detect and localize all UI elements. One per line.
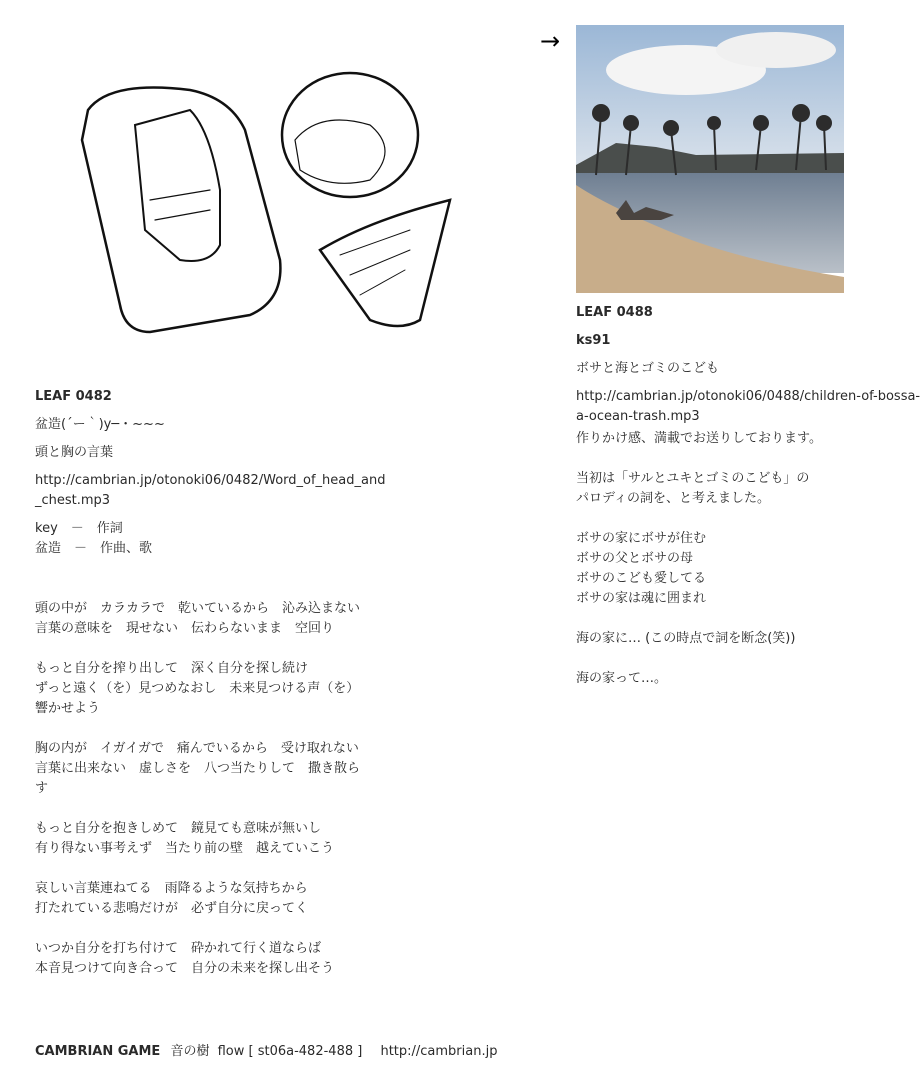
leaf-mp3-link[interactable]: [576, 387, 920, 427]
blank-line: [576, 609, 880, 629]
text-line: 打たれている悲鳴だけが 必ず自分に戻ってく: [35, 901, 309, 916]
blank-line: [35, 639, 515, 659]
text-line: 頭の中が カラカラで 乾いているから 沁み込まない: [35, 601, 361, 616]
text-line: いつか自分を打ち付けて 砕かれて行く道ならば: [35, 941, 322, 956]
blank-line: [35, 919, 515, 939]
text-line: パロディの詞を、と考えました。: [576, 491, 770, 506]
blank-line: [576, 449, 880, 469]
text-line: もっと自分を搾り出して 深く自分を探し続け: [35, 661, 309, 676]
url-line[interactable]: a-ocean-trash.mp3: [576, 409, 700, 424]
text-line: もっと自分を抱きしめて 鏡見ても意味が無いし: [35, 821, 322, 836]
text-line: 作りかけ感、満載でお送りしております。: [576, 431, 822, 446]
leaf-id: LEAF 0488: [576, 305, 653, 320]
url-line[interactable]: _chest.mp3: [35, 493, 111, 508]
next-leaf-arrow-icon[interactable]: →: [540, 27, 561, 55]
leaf-0482-artwork: [70, 70, 460, 340]
text-line: 響かせよう: [35, 701, 101, 716]
leaf-mp3-link[interactable]: [35, 471, 515, 511]
text-line: ボサのこども愛してる: [576, 571, 707, 586]
blank-line: [576, 509, 880, 529]
text-line: 哀しい言葉連ねてる 雨降るような気持ちから: [35, 881, 308, 896]
text-line: 海の家って…。: [576, 671, 668, 686]
text-line: 胸の内が イガイガで 痛んでいるから 受け取れない: [35, 741, 359, 756]
credit-line: key － 作詞: [35, 521, 123, 536]
lyrics: [35, 599, 515, 979]
text-line: 本音見つけて向き合って 自分の未来を探し出そう: [35, 961, 335, 976]
leaf-0488-photo: [576, 25, 844, 293]
blank-line: [35, 859, 515, 879]
blank-line: [35, 719, 515, 739]
blank-line: [35, 799, 515, 819]
text-line: ずっと遠く（を）見つめなおし 未来見つける声（を）: [35, 681, 360, 696]
leaf-title: 頭と胸の言葉: [35, 445, 114, 460]
leaf-comment: [576, 429, 880, 689]
footer-flow: flow [ st06a-482-488 ]: [217, 1044, 363, 1059]
leaf-author[interactable]: ks91: [576, 333, 611, 348]
text-line: 海の家に… (この時点で詞を断念(笑)): [576, 631, 796, 646]
footer-tree: 音の樹: [170, 1044, 210, 1059]
text-line: 言葉の意味を 現せない 伝わらないまま 空回り: [35, 621, 335, 636]
footer: [35, 1042, 497, 1062]
blank-line: [576, 649, 880, 669]
text-line: 当初は「サルとユキとゴミのこども」の: [576, 471, 810, 486]
credit-line: 盆造 － 作曲、歌: [35, 541, 153, 556]
footer-site-link[interactable]: http://cambrian.jp: [380, 1044, 498, 1059]
text-line: ボサの家にボサが住む: [576, 531, 707, 546]
url-line[interactable]: http://cambrian.jp/otonoki06/0488/children-of-bossa-: [576, 389, 920, 404]
footer-brand[interactable]: CAMBRIAN GAME: [35, 1044, 161, 1059]
credits: [35, 519, 515, 559]
url-line[interactable]: http://cambrian.jp/otonoki06/0482/Word_of_head_and: [35, 473, 386, 488]
text-line: す: [35, 781, 49, 796]
leaf-id: LEAF 0482: [35, 389, 112, 404]
text-line: ボサの父とボサの母: [576, 551, 694, 566]
leaf-author[interactable]: 盆造(´ー｀)y─・~~~: [35, 417, 165, 432]
text-line: ボサの家は魂に囲まれ: [576, 591, 707, 606]
text-line: 言葉に出来ない 虚しさを 八つ当たりして 撒き散ら: [35, 761, 361, 776]
leaf-title: ボサと海とゴミのこども: [576, 361, 720, 376]
text-line: 有り得ない事考えず 当たり前の壁 越えていこう: [35, 841, 335, 856]
